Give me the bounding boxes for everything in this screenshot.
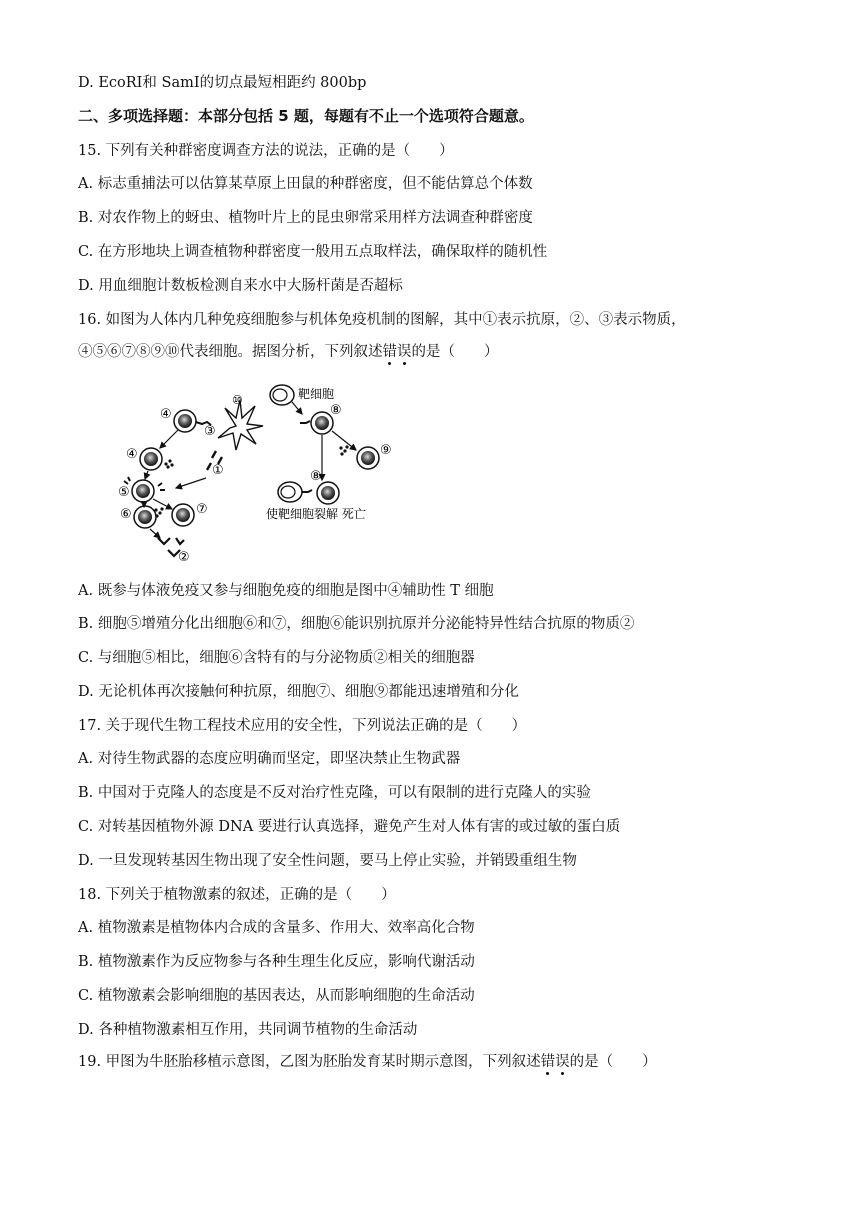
q16-option-a: A. 既参与体液免疫又参与细胞免疫的细胞是图中④辅助性 T 细胞: [78, 583, 494, 599]
q17-option-c: C. 对转基因植物外源 DNA 要进行认真选择，避免产生对人体有害的或过敏的蛋白质: [78, 819, 621, 835]
label-7: ⑦: [196, 502, 208, 517]
q16-option-b: B. 细胞⑤增殖分化出细胞⑥和⑦，细胞⑥能识别抗原并分泌能特异性结合抗原的物质②: [78, 616, 635, 632]
label-8-upper: ⑧: [330, 403, 342, 418]
cell-8-upper: [300, 412, 333, 434]
q16-stem-line2: ④⑤⑥⑦⑧⑨⑩代表细胞。据图分析，下列叙述错误的是（ ）: [78, 344, 499, 360]
cell-8-lower: [317, 482, 339, 504]
label-2: ②: [178, 550, 190, 565]
q17-option-d: D. 一旦发现转基因生物出现了安全性问题，要马上停止实验，并销毁重组生物: [78, 853, 577, 869]
cell-7: [172, 504, 194, 526]
cell-5: [124, 477, 165, 502]
label-3: ③: [204, 424, 216, 439]
label-target-cell: 靶细胞: [298, 387, 335, 401]
emphasis-char: 误: [397, 344, 412, 360]
target-cell-lower: [278, 482, 312, 502]
cell-9: [357, 447, 379, 469]
label-1: ①: [212, 463, 224, 478]
emphasis-char: 错: [540, 1054, 556, 1070]
label-10: ⑩: [232, 393, 243, 407]
q15-stem: 15. 下列有关种群密度调查方法的说法，正确的是（ ）: [78, 143, 454, 159]
q17-option-a: A. 对待生物武器的态度应明确而坚定，即坚决禁止生物武器: [78, 751, 461, 767]
q18-option-a: A. 植物激素是植物体内合成的含量多、作用大、效率高化合物: [78, 920, 475, 936]
q15-option-c: C. 在方形地块上调查植物种群密度一般用五点取样法，确保取样的随机性: [78, 244, 548, 260]
q15-option-a: A. 标志重捕法可以估算某草原上田鼠的种群密度，但不能估算总个体数: [78, 176, 533, 192]
emphasis-char: 误: [555, 1054, 570, 1070]
label-8-lower: ⑧: [310, 469, 322, 484]
q18-option-b: B. 植物激素作为反应物参与各种生理生化反应，影响代谢活动: [78, 954, 475, 970]
q16-option-d: D. 无论机体再次接触何种抗原，细胞⑦、细胞⑨都能迅速增殖和分化: [78, 684, 519, 700]
q14-option-d: D. EcoRI和 SamI的切点最短相距约 800bp: [78, 75, 367, 91]
label-4-lower: ④: [126, 447, 138, 462]
label-6: ⑥: [120, 507, 132, 522]
q18-option-d: D. 各种植物激素相互作用，共同调节植物的生命活动: [78, 1022, 418, 1038]
q16-option-c: C. 与细胞⑤相比，细胞⑥含特有的与分泌物质②相关的细胞器: [78, 650, 475, 666]
label-lysis: 使靶细胞裂解 死亡: [266, 507, 366, 521]
q15-option-d: D. 用血细胞计数板检测自来水中大肠杆菌是否超标: [78, 278, 403, 294]
q19-stem: 19. 甲图为牛胚胎移植示意图，乙图为胚胎发育某时期示意图，下列叙述错误的是（ ）: [78, 1054, 657, 1070]
q15-option-b: B. 对农作物上的蚜虫、植物叶片上的昆虫卵常采用样方法调查种群密度: [78, 210, 533, 226]
q17-option-b: B. 中国对于克隆人的态度是不反对治疗性克隆，可以有限制的进行克隆人的实验: [78, 785, 591, 801]
q16-stem-line1: 16. 如图为人体内几种免疫细胞参与机体免疫机制的图解，其中①表示抗原，②、③表示物质，: [78, 312, 686, 328]
label-4-top: ④: [160, 407, 172, 422]
q18-option-c: C. 植物激素会影响细胞的基因表达，从而影响细胞的生命活动: [78, 988, 475, 1004]
cell-6: [134, 506, 164, 528]
q17-stem: 17. 关于现代生物工程技术应用的安全性，下列说法正确的是（ ）: [78, 718, 527, 734]
cell-4-lower: [140, 448, 174, 470]
emphasis-char: 错: [382, 344, 397, 360]
cell-10-dendritic: [218, 400, 263, 450]
immune-cells-figure: [108, 378, 408, 568]
q18-stem: 18. 下列关于植物激素的叙述，正确的是（ ）: [78, 887, 396, 903]
label-5: ⑤: [118, 485, 130, 500]
label-9: ⑨: [380, 443, 392, 458]
section-2-heading: 二、多项选择题：本部分包括 5 题，每题有不止一个选项符合题意。: [78, 107, 534, 125]
